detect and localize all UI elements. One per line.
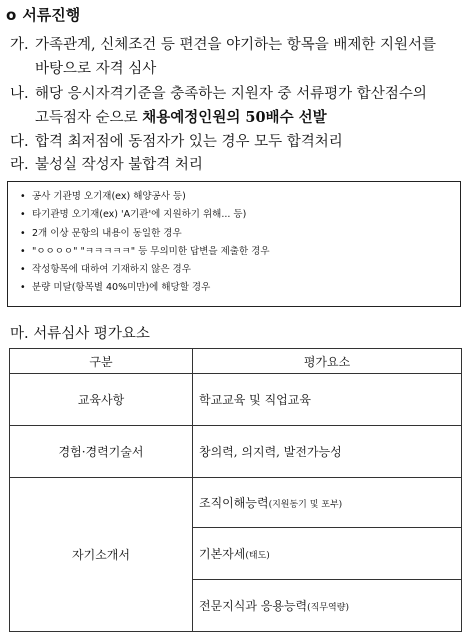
item-line <box>35 106 470 130</box>
row-category: 교육사항 <box>10 374 193 426</box>
disqualification-notes-box <box>7 181 461 307</box>
criteria-main: 전문지식과 응용능력 <box>199 599 308 613</box>
item-line: 해당 응시자격기준을 충족하는 지원자 중 서류평가 합산점수의 <box>35 86 427 102</box>
item-mark: 라. <box>10 157 29 173</box>
table-row <box>10 426 462 478</box>
note-item: • 분량 미달(항목별 40%미만)에 해당할 경우 <box>20 279 460 297</box>
item-line: 가족관계, 신체조건 등 편견을 야기하는 항목을 배제한 지원서를 <box>35 37 437 53</box>
eval-mark: 마. <box>10 326 29 342</box>
item-line: 바탕으로 자격 심사 <box>35 61 157 77</box>
table-header-row <box>10 349 462 374</box>
evaluation-table <box>9 348 462 632</box>
header-category: 구분 <box>10 349 193 374</box>
criteria-sub: (지원동기 및 포부) <box>268 500 343 510</box>
list-item-na <box>10 82 470 130</box>
row-category: 자기소개서 <box>10 478 193 632</box>
item-line: 불성실 작성자 불합격 처리 <box>35 157 203 173</box>
item-mark: 가. <box>10 37 29 53</box>
item-mark: 나. <box>10 86 29 102</box>
table-row <box>10 374 462 426</box>
section-bullet: o <box>6 6 17 24</box>
criteria-main: 조직이해능력 <box>199 496 269 510</box>
row-criteria: 학교교육 및 직업교육 <box>193 374 462 426</box>
item-mark: 다. <box>10 134 29 150</box>
list-item-da <box>10 130 470 154</box>
header-criteria: 평가요소 <box>193 349 462 374</box>
row-category: 경험·경력기술서 <box>10 426 193 478</box>
item-line-emphasis: 채용예정인원의 50배수 선발 <box>142 109 327 126</box>
list-item-ga <box>10 33 470 81</box>
row-criteria <box>193 580 462 632</box>
note-item: • "ㅇㅇㅇㅇ" "ㅋㅋㅋㅋㅋ" 등 무의미한 답변을 제출한 경우 <box>20 243 460 261</box>
eval-section-title <box>10 322 150 343</box>
criteria-main: 기본자세 <box>199 547 246 561</box>
criteria-sub: (직무역량) <box>307 603 349 613</box>
note-item: • 2개 이상 문항의 내용이 동일한 경우 <box>20 225 460 243</box>
section-title: 서류진행 <box>22 6 81 24</box>
row-criteria <box>193 528 462 580</box>
item-line: 합격 최저점에 동점자가 있는 경우 모두 합격처리 <box>35 134 343 150</box>
eval-title: 서류심사 평가요소 <box>33 326 150 342</box>
item-line-plain: 고득점자 순으로 <box>35 110 143 126</box>
note-item: • 공사 기관명 오기재(ex) 해양공사 등) <box>20 188 460 206</box>
criteria-sub: (태도) <box>245 551 270 561</box>
note-item: • 작성항목에 대하여 기재하지 않은 경우 <box>20 261 460 279</box>
note-item: • 타기관명 오기재(ex) 'A기관'에 지원하기 위해... 등) <box>20 206 460 224</box>
table-row <box>10 478 462 528</box>
row-criteria <box>193 478 462 528</box>
list-item-ra <box>10 153 470 177</box>
section-heading <box>6 4 80 25</box>
notes-list <box>8 182 460 298</box>
row-criteria: 창의력, 의지력, 발전가능성 <box>193 426 462 478</box>
